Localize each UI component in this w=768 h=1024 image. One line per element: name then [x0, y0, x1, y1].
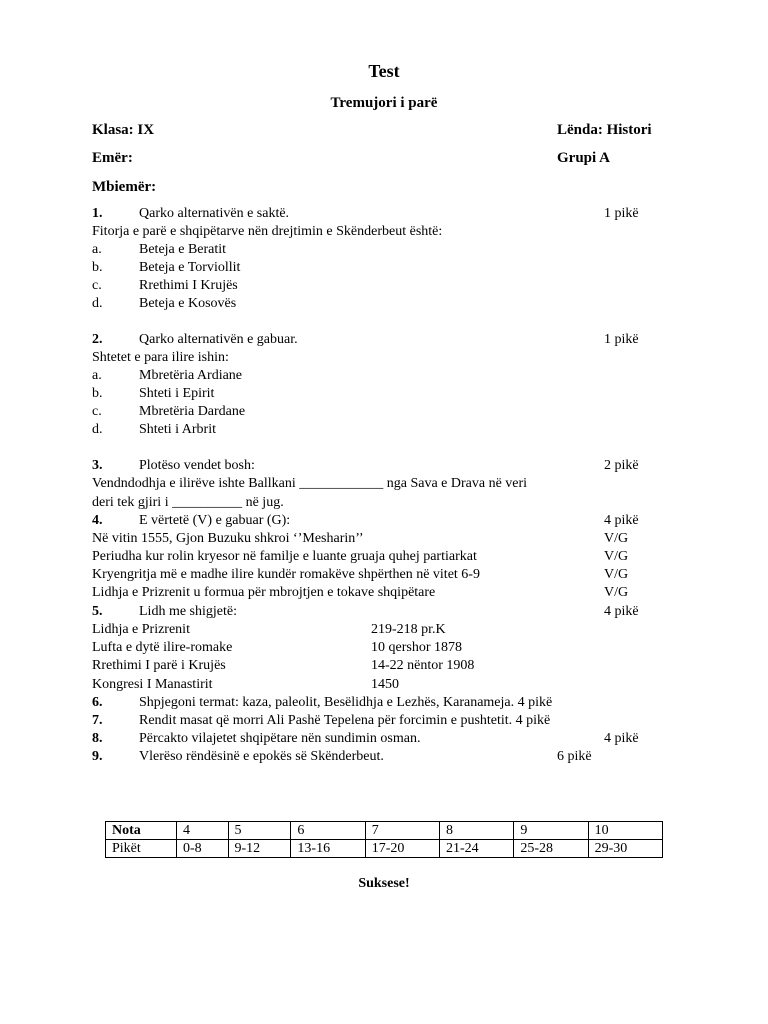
- question-instruction: Qarko alternativën e saktë.: [139, 206, 290, 221]
- question-instruction: Qarko alternativën e gabuar.: [139, 332, 298, 347]
- match-right-item: 10 qershor 1878: [371, 640, 462, 655]
- true-false-mark: V/G: [604, 585, 629, 600]
- question-7-number: 7.: [92, 713, 103, 728]
- option-letter: d.: [92, 422, 103, 437]
- option-letter: a.: [92, 242, 102, 257]
- option-text: Mbretëria Dardane: [139, 404, 246, 419]
- table-row: [106, 840, 663, 858]
- table-cell: 4: [177, 822, 229, 840]
- option-text: Beteja e Torviollit: [139, 260, 241, 275]
- question-number: 4.: [92, 513, 103, 528]
- question-number: 3.: [92, 458, 103, 473]
- option-letter: d.: [92, 296, 103, 311]
- question-number: 5.: [92, 604, 103, 619]
- question-number: 2.: [92, 332, 103, 347]
- surname-label: Mbiemër:: [92, 179, 157, 195]
- question-points: 1 pikë: [604, 332, 639, 347]
- question-points: 2 pikë: [604, 458, 639, 473]
- match-left-item: Kongresi I Manastirit: [92, 677, 213, 692]
- class-label: Klasa: IX: [92, 122, 155, 138]
- table-cell: 25-28: [514, 840, 588, 858]
- question-9-number: 9.: [92, 749, 103, 764]
- question-points: 4 pikë: [604, 604, 639, 619]
- option-text: Beteja e Kosovës: [139, 296, 237, 311]
- option-letter: b.: [92, 260, 103, 275]
- table-row: [106, 822, 663, 840]
- table-cell: 21-24: [440, 840, 514, 858]
- page-subtitle: Tremujori i parë: [330, 95, 438, 111]
- true-false-statement: Në vitin 1555, Gjon Buzuku shkroi ‘’Mesharin’’: [92, 531, 364, 546]
- group-label: Grupi A: [557, 150, 610, 166]
- option-text: Beteja e Beratit: [139, 242, 227, 257]
- option-letter: a.: [92, 368, 102, 383]
- table-cell: 0-8: [177, 840, 229, 858]
- option-text: Shteti i Arbrit: [139, 422, 216, 437]
- table-cell: 8: [440, 822, 514, 840]
- true-false-mark: V/G: [604, 567, 629, 582]
- question-instruction: Lidh me shigjetë:: [139, 604, 237, 619]
- table-cell: 9: [514, 822, 588, 840]
- question-instruction: Plotëso vendet bosh:: [139, 458, 255, 473]
- question-7-text: Rendit masat që morri Ali Pashë Tepelena për forcimin e pushtetit. 4 pikë: [139, 713, 551, 728]
- question-text: Fitorja e parë e shqipëtarve nën drejtimin e Skënderbeut është:: [92, 224, 443, 239]
- table-cell: 29-30: [588, 840, 662, 858]
- match-right-item: 1450: [371, 677, 399, 692]
- fill-blank-line-1: Vendndodhja e ilirëve ishte Ballkani ____________ nga Sava e Drava në veri: [92, 476, 528, 491]
- option-letter: c.: [92, 404, 102, 419]
- nota-header: Nota: [106, 822, 177, 840]
- piket-header: Pikët: [106, 840, 177, 858]
- question-points: 1 pikë: [604, 206, 639, 221]
- question-text: Shtetet e para ilire ishin:: [92, 350, 229, 365]
- footer-message: Suksese!: [358, 876, 410, 891]
- question-instruction: E vërtetë (V) e gabuar (G):: [139, 513, 291, 528]
- question-8-text: Përcakto vilajetet shqipëtare nën sundimin osman.: [139, 731, 421, 746]
- table-cell: 9-12: [228, 840, 291, 858]
- table-cell: 17-20: [365, 840, 439, 858]
- question-6-text: Shpjegoni termat: kaza, paleolit, Besëlidhja e Lezhës, Karanameja. 4 pikë: [139, 695, 553, 710]
- option-text: Rrethimi I Krujës: [139, 278, 238, 293]
- question-6-number: 6.: [92, 695, 103, 710]
- table-cell: 6: [291, 822, 365, 840]
- option-letter: c.: [92, 278, 102, 293]
- question-9-text: Vlerëso rëndësinë e epokës së Skënderbeut.: [139, 749, 384, 764]
- question-8-number: 8.: [92, 731, 103, 746]
- question-8-points: 4 pikë: [604, 731, 639, 746]
- table-cell: 7: [365, 822, 439, 840]
- true-false-statement: Kryengritja më e madhe ilire kundër romakëve shpërthen në vitet 6-9: [92, 567, 480, 582]
- true-false-statement: Periudha kur rolin kryesor në familje e luante gruaja quhej partiarkat: [92, 549, 477, 564]
- true-false-statement: Lidhja e Prizrenit u formua për mbrojtjen e tokave shqipëtare: [92, 585, 436, 600]
- question-number: 1.: [92, 206, 103, 221]
- question-9-points: 6 pikë: [557, 749, 592, 764]
- table-cell: 13-16: [291, 840, 365, 858]
- match-left-item: Lidhja e Prizrenit: [92, 622, 190, 637]
- true-false-mark: V/G: [604, 531, 629, 546]
- match-left-item: Lufta e dytë ilire-romake: [92, 640, 233, 655]
- table-cell: 10: [588, 822, 662, 840]
- question-points: 4 pikë: [604, 513, 639, 528]
- name-label: Emër:: [92, 150, 133, 166]
- table-cell: 5: [228, 822, 291, 840]
- match-right-item: 14-22 nëntor 1908: [371, 658, 475, 673]
- fill-blank-line-2: deri tek gjiri i __________ në jug.: [92, 495, 284, 510]
- true-false-mark: V/G: [604, 549, 629, 564]
- option-text: Shteti i Epirit: [139, 386, 215, 401]
- match-left-item: Rrethimi I parë i Krujës: [92, 658, 226, 673]
- grading-table: [105, 821, 663, 858]
- subject-label: Lënda: Histori: [557, 122, 652, 138]
- page-title: Test: [368, 61, 400, 81]
- match-right-item: 219-218 pr.K: [371, 622, 446, 637]
- option-letter: b.: [92, 386, 103, 401]
- option-text: Mbretëria Ardiane: [139, 368, 243, 383]
